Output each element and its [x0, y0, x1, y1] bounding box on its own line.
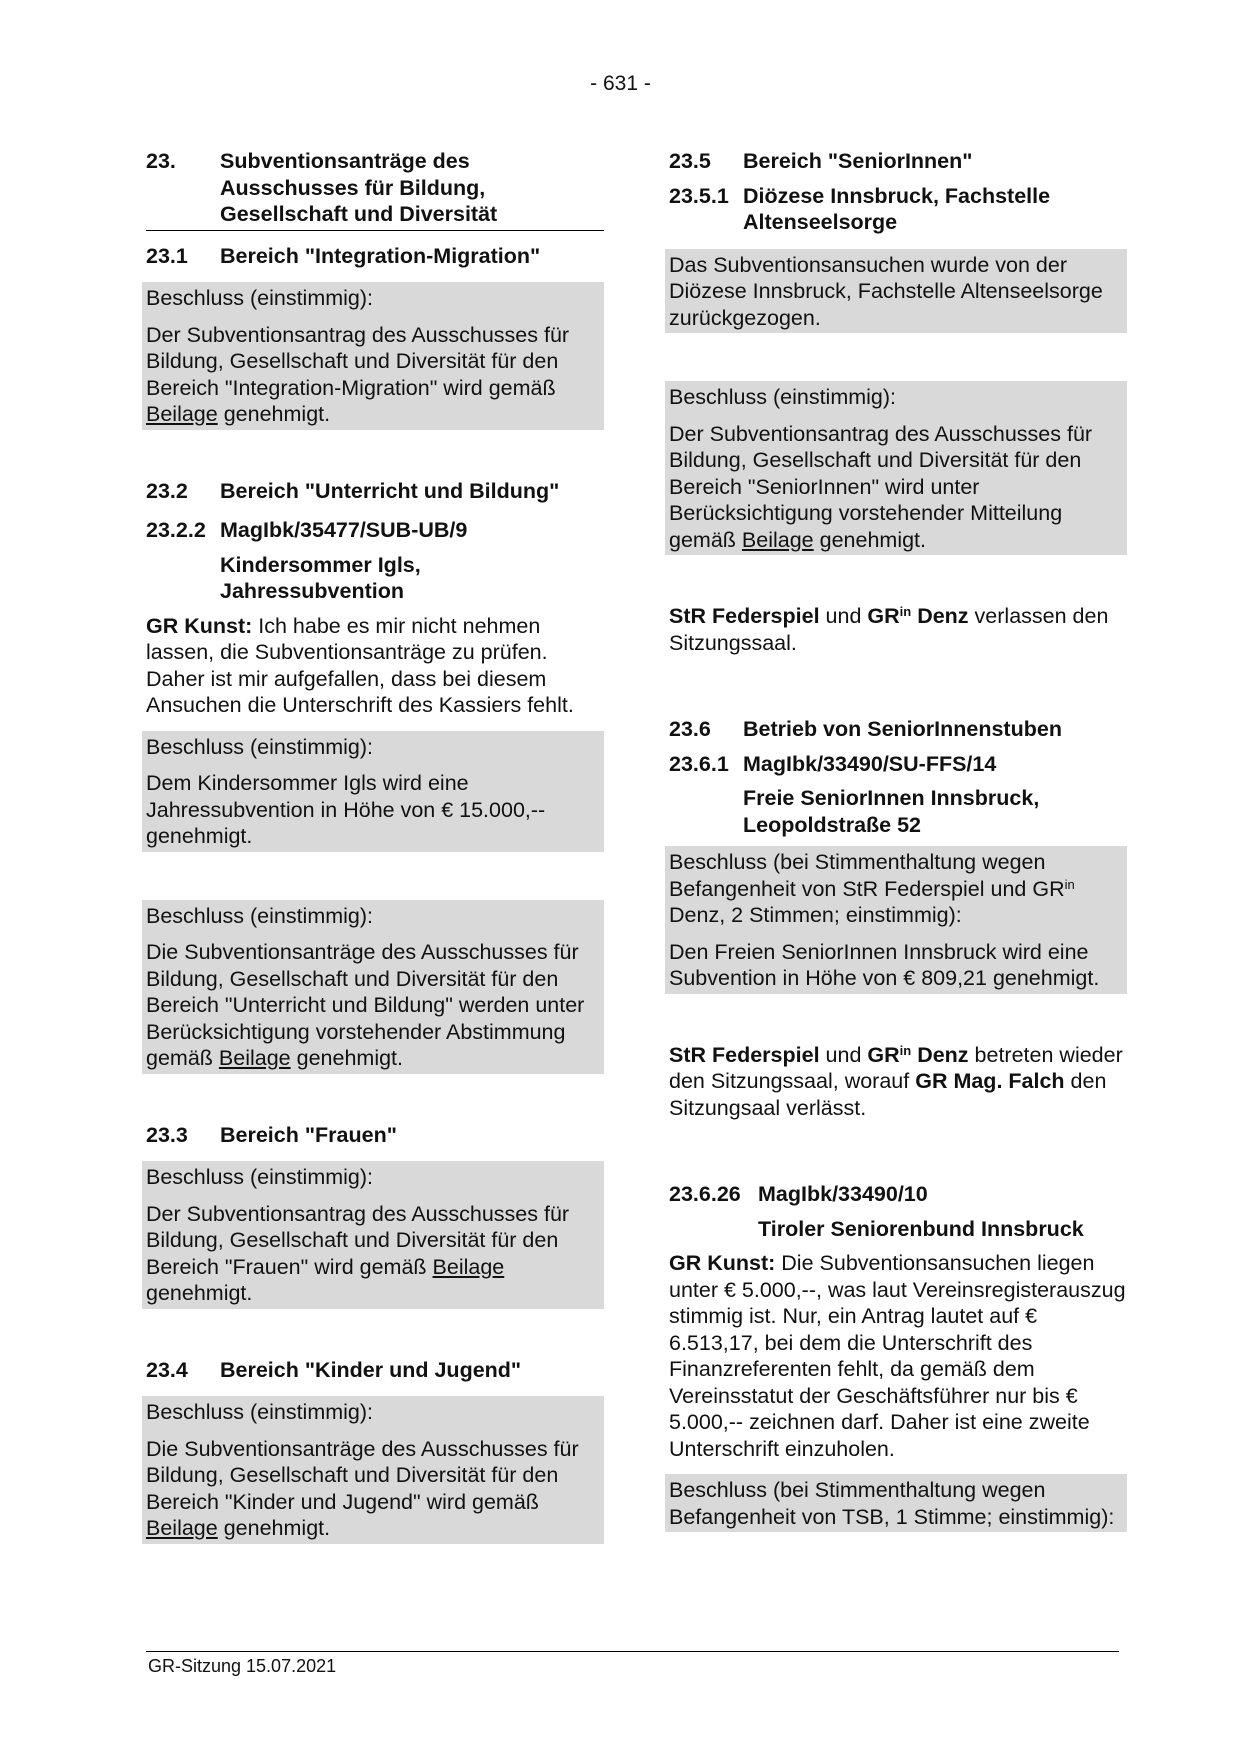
section-23-2-2-heading	[146, 517, 604, 544]
resolution-text: Der Subventionsantrag des Ausschusses für Bildung, Gesellschaft und Diversität für den Bereich "Frauen" wird gemäß Beilage genehmigt.	[146, 1201, 570, 1305]
resolution-text: Dem Kindersommer Igls wird eine Jahressubvention in Höhe von € 15.000,-- genehmigt.	[146, 771, 546, 848]
section-number: 23.2	[146, 478, 188, 503]
resolution-box	[142, 1161, 604, 1309]
section-23-4-heading	[146, 1357, 604, 1384]
section-title: Bereich "Frauen"	[220, 1122, 397, 1147]
section-title: Bereich "Unterricht und Bildung"	[220, 478, 560, 503]
resolution-label: Beschluss (einstimmig):	[146, 734, 373, 759]
beilage-link[interactable]: Beilage	[432, 1254, 505, 1279]
section-23-1-heading	[146, 243, 604, 270]
section-title: MagIbk/33490/SU-FFS/14	[743, 751, 997, 776]
section-title: Bereich "SeniorInnen"	[743, 149, 973, 173]
section-23-heading	[146, 148, 604, 231]
resolution-box	[665, 1474, 1127, 1532]
section-number: 23.4	[146, 1357, 188, 1382]
right-column	[669, 148, 1127, 1532]
resolution-label: Beschluss (einstimmig):	[146, 1400, 373, 1424]
section-title: Diözese Innsbruck, Fachstelle Altenseelsorge	[743, 183, 1051, 234]
section-title: MagIbk/35477/SUB-UB/9	[220, 518, 468, 542]
page-number: - 631 -	[590, 72, 651, 95]
resolution-label: Beschluss (einstimmig):	[146, 903, 373, 928]
section-number: 23.5	[669, 149, 711, 173]
beilage-link[interactable]: Beilage	[146, 1516, 218, 1540]
section-number: 23.5.1	[669, 183, 729, 208]
resolution-text: Der Subventionsantrag des Ausschusses für Bildung, Gesellschaft und Diversität für den Bereich "Integration-Migration" wird gemäß Beilage genehmigt.	[146, 322, 570, 426]
resolution-box	[665, 846, 1127, 994]
section-title: MagIbk/33490/10	[758, 1182, 928, 1206]
footer-divider	[146, 1651, 1119, 1652]
resolution-label: Beschluss (einstimmig):	[669, 385, 896, 409]
resolution-text: Der Subventionsantrag des Ausschusses für Bildung, Gesellschaft und Diversität für den Bereich "SeniorInnen" wird unter Berücksichtigung vorstehender Mitteilung gemäß Beilage genehmigt.	[669, 421, 1093, 552]
notice-text: Das Subventionsansuchen wurde von der Diözese Innsbruck, Fachstelle Altenseelsorge zurückgezogen.	[669, 252, 1103, 330]
attendance-note: StR Federspiel und $GR^{in}$ Denz verlassen den Sitzungssaal.	[669, 604, 1109, 655]
section-title: Betrieb von SeniorInnenstuben	[743, 717, 1062, 741]
section-23-3-heading	[146, 1122, 604, 1149]
section-23-5-heading	[669, 148, 1127, 175]
resolution-box	[142, 282, 604, 430]
section-subtitle: Tiroler Seniorenbund Innsbruck	[758, 1216, 1084, 1241]
left-column	[146, 148, 604, 1544]
beilage-link[interactable]: Beilage	[741, 527, 814, 552]
resolution-text: Den Freien SeniorInnen Innsbruck wird eine Subvention in Höhe von € 809,21 genehmigt.	[669, 939, 1100, 990]
speaker-statement: GR Kunst: Die Subventionsansuchen liegen unter € 5.000,--, was laut Vereinsregisterauszug stimmig ist. Nur, ein Antrag lautet auf € 6.513,17, bei dem die Unterschrift des Finanzreferenten fehlt, da gemäß dem Vereinsstatut der Geschäftsführer nur bis € 5.000,-- zeichnen darf. Daher ist eine zweite Unterschrift einzuholen.	[669, 1251, 1126, 1461]
speaker-statement: GR Kunst: Ich habe es mir nicht nehmen lassen, die Subventionsanträge zu prüfen. Daher ist mir aufgefallen, dass bei diesem Ansuchen die Unterschrift des Kassiers fehlt.	[146, 613, 574, 717]
section-23-5-1-heading	[669, 183, 1127, 236]
resolution-box	[142, 900, 604, 1074]
resolution-box	[142, 1396, 604, 1544]
footer-text: GR-Sitzung 15.07.2021	[148, 1656, 337, 1676]
section-number: 23.6	[669, 717, 711, 741]
speaker-name: GR Kunst:	[669, 1251, 776, 1275]
section-title: Bereich "Integration-Migration"	[220, 243, 541, 268]
section-number: 23.2.2	[146, 518, 206, 542]
resolution-text: Die Subventionsanträge des Ausschusses für Bildung, Gesellschaft und Diversität für den Bereich "Unterricht und Bildung" werden unter Berücksichtigung vorstehender Abstimmung gemäß Beilage genehmigt.	[146, 940, 585, 1070]
resolution-label: Beschluss (einstimmig):	[146, 1165, 373, 1189]
resolution-box	[142, 731, 604, 852]
section-subtitle: Freie SeniorInnen Innsbruck, Leopoldstraße 52	[743, 786, 1040, 837]
section-number: 23.3	[146, 1122, 188, 1147]
resolution-label: Beschluss (einstimmig):	[146, 286, 373, 310]
notice-box	[665, 249, 1127, 334]
section-subtitle: Kindersommer Igls, Jahressubvention	[220, 552, 421, 603]
section-number: 23.6.26	[669, 1182, 741, 1206]
section-23-6-heading	[669, 716, 1127, 743]
section-23-2-heading	[146, 478, 604, 505]
resolution-label: Beschluss (bei Stimmenthaltung wegen Befangenheit von StR Federspiel und $GR^{in}$ Denz, 2 Stimmen; einstimmig):	[669, 850, 1075, 927]
section-number: 23.	[146, 149, 176, 173]
beilage-link[interactable]: Beilage	[146, 402, 218, 426]
section-number: 23.6.1	[669, 751, 729, 776]
beilage-link[interactable]: Beilage	[218, 1046, 291, 1070]
section-23-6-26-heading	[669, 1181, 1127, 1208]
resolution-text: Die Subventionsanträge des Ausschusses für Bildung, Gesellschaft und Diversität für den Bereich "Kinder und Jugend" wird gemäß Beilage genehmigt.	[146, 1436, 579, 1540]
section-23-6-1-heading	[669, 751, 1127, 778]
attendance-note: StR Federspiel und $GR^{in}$ Denz betreten wieder den Sitzungssaal, worauf GR Mag. Falch den Sitzungsaal verlässt.	[669, 1042, 1123, 1120]
section-title: Subventionsanträge des Ausschusses für Bildung, Gesellschaft und Diversität	[220, 149, 498, 226]
speaker-name: GR Kunst:	[146, 613, 253, 638]
resolution-box	[665, 381, 1127, 555]
resolution-label: Beschluss (bei Stimmenthaltung wegen Befangenheit von TSB, 1 Stimme; einstimmig):	[669, 1478, 1115, 1529]
section-title: Bereich "Kinder und Jugend"	[220, 1357, 522, 1382]
section-number: 23.1	[146, 243, 188, 268]
